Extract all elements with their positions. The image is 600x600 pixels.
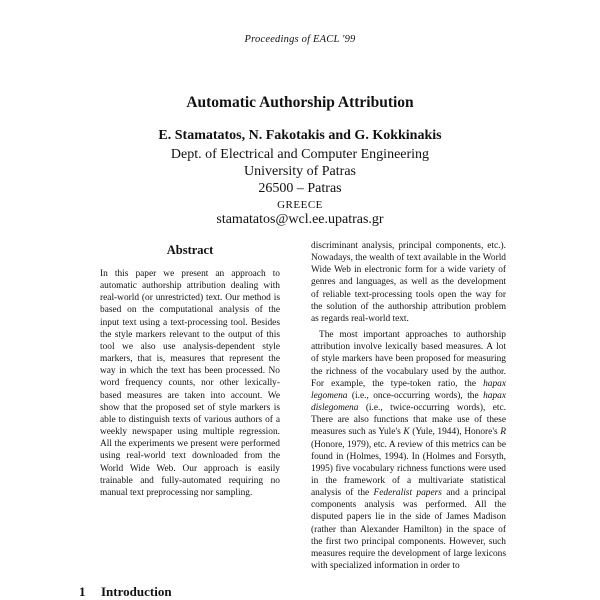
text-run: (Yule, 1944), Honore's	[409, 427, 501, 438]
section-heading-introduction	[79, 584, 172, 600]
author-list: E. Stamatatos, N. Fakotakis and G. Kokkinakis	[158, 128, 442, 143]
right-column-body	[311, 240, 506, 572]
affiliation-country: GREECE	[277, 199, 323, 211]
text-run: (Honore, 1979), etc. A review of this metrics can be found in (Holmes, 1994). In (Holmes and Forsyth, 1995) five vocabulary richness functions were used in the framework of a multivariate statistical analysis of the	[311, 439, 506, 499]
left-column	[100, 243, 280, 499]
term-federalist-papers: Federalist papers	[373, 488, 442, 499]
section-number: 1	[79, 584, 86, 599]
paragraph-lexical-measures	[311, 329, 506, 572]
text-run: (i.e., once-occurring words), the	[347, 390, 484, 401]
right-column	[311, 240, 506, 572]
section-title: Introduction	[101, 584, 172, 599]
text-run: The most important approaches to authorship attribution involve lexically based measures. A lot of style markers have been proposed for measuring the richness of the vocabulary used by the author. For example, the type-token ratio, the	[311, 330, 506, 389]
affiliation-university: University of Patras	[244, 164, 356, 179]
term-hapax-legomena: hapax legomena	[311, 378, 506, 401]
text-run: and a principal components analysis was performed. All the disputed papers lie in the side of James Madison (rather than Alexander Hamilton) in the space of the first two principal components. However, such measures require the development of large lexicons with specialized information in order to	[311, 488, 506, 572]
paper-title: Automatic Authorship Attribution	[186, 94, 414, 111]
text-run: (i.e., twice-occurring words), etc. There are also functions that make use of these measures such as Yule's	[311, 403, 506, 438]
affiliation-city: 26500 – Patras	[258, 181, 342, 196]
symbol-honore-r: R	[500, 427, 506, 438]
symbol-yule-k: K	[403, 427, 410, 438]
paragraph-continued: discriminant analysis, principal components, etc.). Nowadays, the wealth of text available in the World Wide Web in electronic form for a wide variety of genres and languages, as well as the development of reliable text-processing tools open the way for the solution of the authorship attribution problem as regards real-world text.	[311, 241, 506, 324]
proceedings-header: Proceedings of EACL '99	[244, 34, 356, 45]
author-email: stamatatos@wcl.ee.upatras.gr	[216, 212, 384, 227]
affiliation-department: Dept. of Electrical and Computer Engineering	[170, 147, 430, 162]
term-hapax-dislegomena: hapax dislegomena	[311, 390, 506, 414]
abstract-heading: Abstract	[166, 243, 214, 257]
abstract-text: In this paper we present an approach to automatic authorship attribution dealing with real-world (or unrestricted) text. Our method is based on the computational analysis of the input text using a text-processing tool. Besides the style markers relevant to the output of this tool we also use analysis-dependent style markers, that is, measures that represent the way in which the text has been processed. No word frequency counts, nor other lexically-based measures are taken into account. We show that the proposed set of style markers is able to distinguish texts of various authors of a weekly newspaper using multiple regression. All the experiments we present were performed using real-world text downloaded from the World Wide Web. Our approach is easily trainable and fully-automated requiring no manual text preprocessing nor sampling.	[100, 269, 280, 498]
abstract-body	[100, 268, 280, 499]
